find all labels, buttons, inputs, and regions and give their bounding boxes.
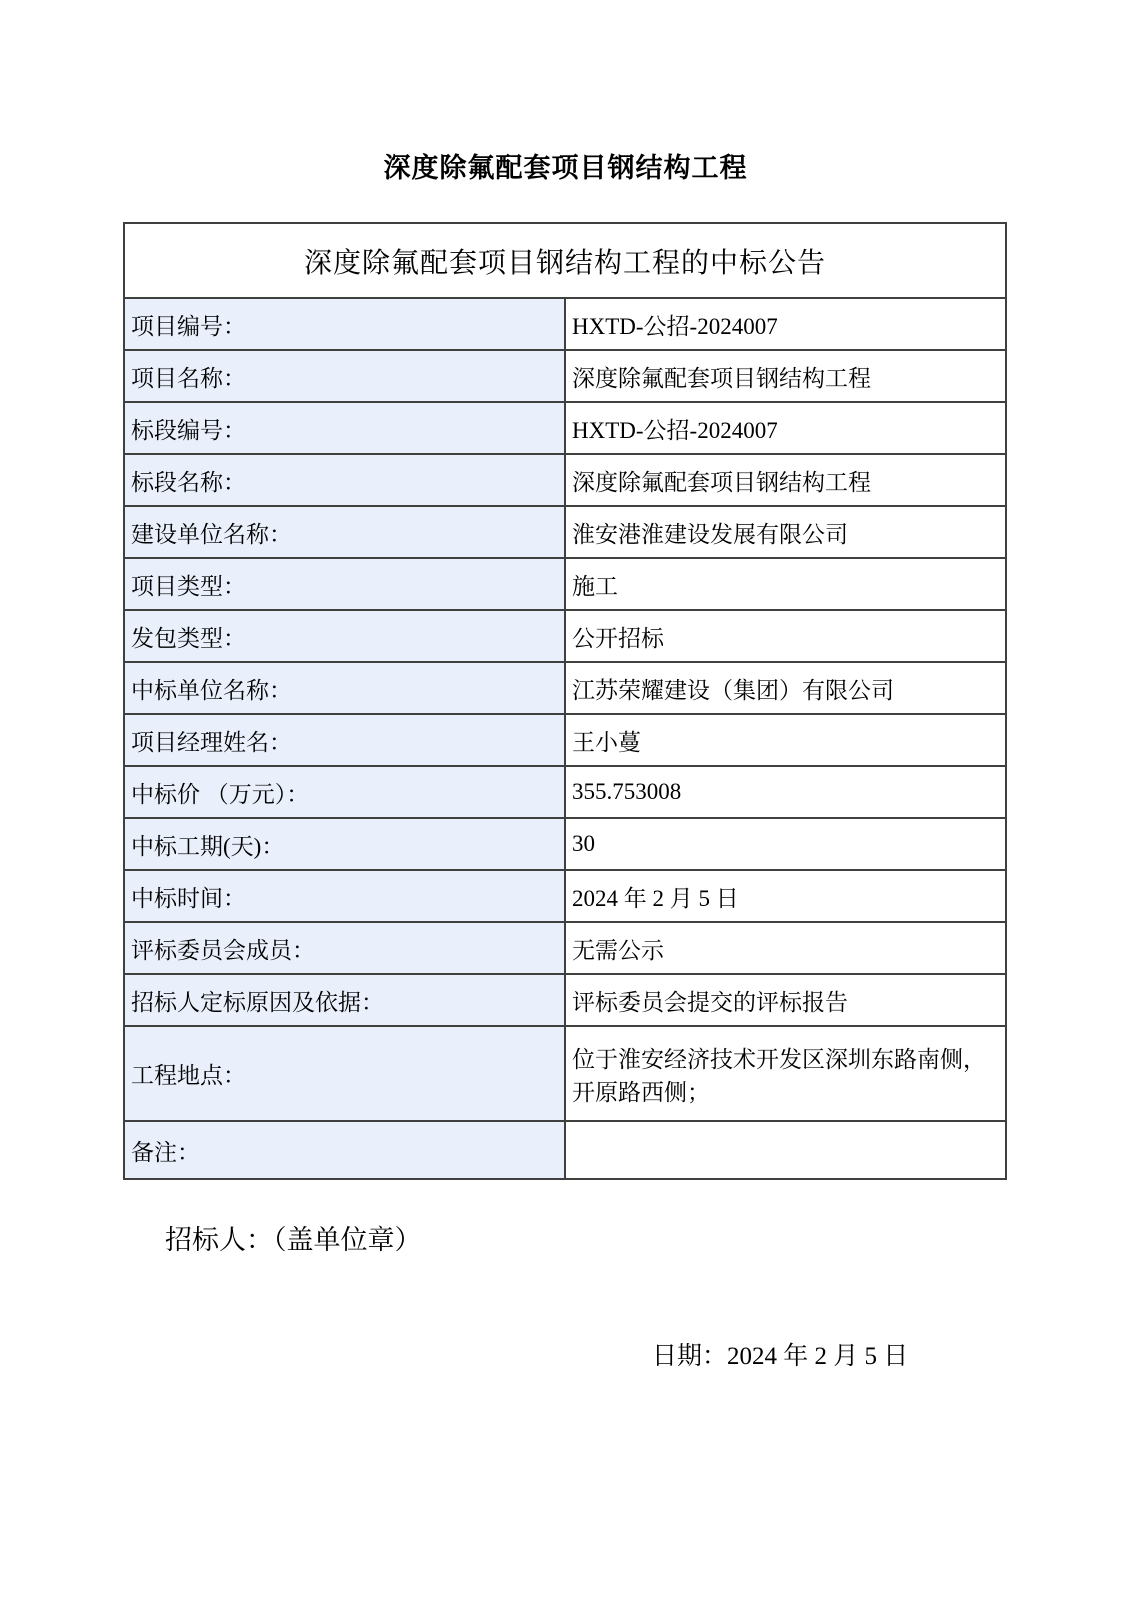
row-label: 项目类型： [124,558,565,610]
row-label: 标段名称： [124,454,565,506]
row-value: 深度除氟配套项目钢结构工程 [565,454,1006,506]
row-value [565,1121,1006,1179]
table-row-evaluation-committee [124,922,1006,974]
table-row-winning-duration [124,818,1006,870]
table-row-section-name [124,454,1006,506]
row-value: 施工 [565,558,1006,610]
row-value: 355.753008 [565,766,1006,818]
row-label: 项目编号： [124,298,565,350]
row-value: 评标委员会提交的评标报告 [565,974,1006,1026]
row-value: 深度除氟配套项目钢结构工程 [565,350,1006,402]
table-title: 深度除氟配套项目钢结构工程的中标公告 [124,223,1006,298]
table-row-remarks [124,1121,1006,1179]
table-row-project-number [124,298,1006,350]
row-label: 工程地点： [124,1026,565,1121]
table-row-winning-time [124,870,1006,922]
table-row-construction-unit [124,506,1006,558]
row-label: 发包类型： [124,610,565,662]
row-label: 评标委员会成员： [124,922,565,974]
row-value: HXTD-公招-2024007 [565,402,1006,454]
table-row-tender-type [124,610,1006,662]
row-value: 位于淮安经济技术开发区深圳东路南侧，开原路西侧； [565,1026,1006,1121]
row-label: 中标价 （万元）： [124,766,565,818]
document-title: 深度除氟配套项目钢结构工程 [383,153,748,183]
date-line: 日期：2024 年 2 月 5 日 [652,1343,909,1370]
row-label: 项目名称： [124,350,565,402]
table-row-project-manager [124,714,1006,766]
row-value: HXTD-公招-2024007 [565,298,1006,350]
row-value: 江苏荣耀建设（集团）有限公司 [565,662,1006,714]
row-label: 项目经理姓名： [124,714,565,766]
row-value: 30 [565,818,1006,870]
row-label: 中标工期(天)： [124,818,565,870]
row-label: 标段编号： [124,402,565,454]
table-title-row [124,223,1006,298]
tenderer-line: 招标人：（盖单位章） [165,1225,422,1255]
row-label: 招标人定标原因及依据： [124,974,565,1026]
row-label: 中标单位名称： [124,662,565,714]
award-notice-table-body [124,223,1006,1179]
row-label: 中标时间： [124,870,565,922]
row-value: 淮安港淮建设发展有限公司 [565,506,1006,558]
table-row-award-reason [124,974,1006,1026]
table-row-winning-bidder [124,662,1006,714]
row-label: 建设单位名称： [124,506,565,558]
table-row-winning-price [124,766,1006,818]
table-row-section-number [124,402,1006,454]
row-value: 2024 年 2 月 5 日 [565,870,1006,922]
row-value: 无需公示 [565,922,1006,974]
table-row-project-location [124,1026,1006,1121]
table-row-project-type [124,558,1006,610]
award-notice-table [123,222,1007,1180]
row-label: 备注： [124,1121,565,1179]
row-value: 公开招标 [565,610,1006,662]
table-row-project-name [124,350,1006,402]
row-value: 王小蔓 [565,714,1006,766]
